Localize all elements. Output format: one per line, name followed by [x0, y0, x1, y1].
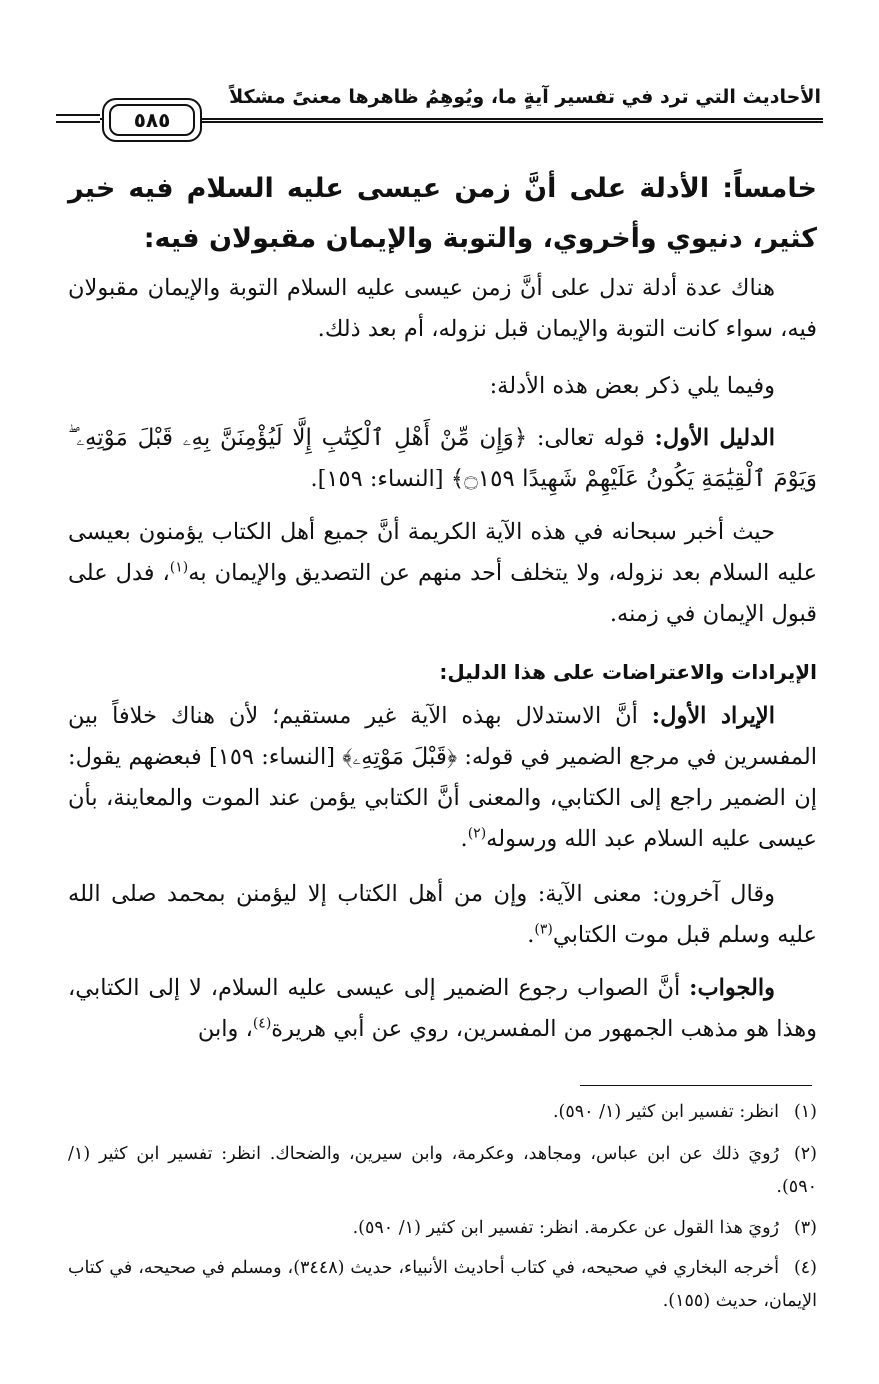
- footnote-number: (١): [793, 1102, 817, 1122]
- objection-one: [68, 696, 817, 860]
- footnote-ref-2[interactable]: (٢): [467, 825, 487, 842]
- footnote-ref-4[interactable]: (٤): [252, 1015, 272, 1032]
- other-view-end: .: [527, 922, 535, 948]
- objection-text-cont: [النساء: ١٥٩] فبعضهم يقول: إن الضمير راجع إلى الكتابي، والمعنى أنَّ الكتابي يؤمن عند الموت والمعاينة، بأن عيسى عليه السلام عبد الله ورسوله: [68, 744, 817, 852]
- header-rule-left-bottom: [56, 121, 100, 123]
- answer-text: أنَّ الصواب رجوع الضمير إلى عيسى عليه السلام، لا إلى الكتابي، وهذا هو مذهب الجمهور من المفسرين، روي عن أبي هريرة: [68, 975, 817, 1042]
- footnote-4: [68, 1252, 817, 1318]
- header-rule-right-bottom: [200, 121, 823, 123]
- explanation-text-end: ، فدل على قبول الإيمان في زمنه.: [68, 560, 817, 627]
- answer-label: والجواب:: [689, 975, 776, 1001]
- paragraph-explanation: [68, 512, 817, 635]
- footnote-text: رُويَ هذا القول عن عكرمة. انظر: تفسير ابن كثير (١/ ٥٩٠).: [352, 1218, 779, 1238]
- answer-paragraph: [68, 968, 817, 1050]
- footnote-number: (٢): [793, 1144, 817, 1164]
- header-rule-left-top: [56, 114, 100, 116]
- verse-reference: [النساء: ١٥٩].: [310, 466, 444, 492]
- objection-text: أنَّ الاستدلال بهذه الآية غير مستقيم؛ لأن هناك خلافاً بين المفسرين في مرجع الضمير في قوله:: [68, 703, 818, 770]
- objection-label: الإيراد الأول:: [651, 703, 776, 729]
- paragraph-list-intro: وفيما يلي ذكر بعض هذه الأدلة:: [489, 373, 775, 399]
- footnote-number: (٤): [793, 1258, 817, 1278]
- footnote-1: [68, 1096, 817, 1129]
- evidence-intro: قوله تعالى:: [536, 425, 645, 451]
- paragraph-other-view: [68, 874, 817, 956]
- objections-subheading: الإيرادات والاعتراضات على هذا الدليل:: [439, 660, 817, 684]
- evidence-label: الدليل الأول:: [654, 425, 776, 451]
- paragraph-intro: هناك عدة أدلة تدل على أنَّ زمن عيسى عليه السلام التوبة والإيمان مقبولان فيه، سواء كانت التوبة والإيمان قبل نزوله، أم بعد ذلك.: [68, 275, 817, 342]
- header-rule: [100, 118, 823, 120]
- footnote-ref-1[interactable]: (١): [169, 559, 189, 576]
- running-title: الأحاديث التي ترد في تفسير آيةٍ ما، ويُوهِمُ ظاهرها معنىً مشكلاً: [229, 86, 821, 108]
- footnote-text: انظر: تفسير ابن كثير (١/ ٥٩٠).: [552, 1102, 779, 1122]
- quran-excerpt: ﴿قَبْلَ مَوْتِهِۦ﴾: [342, 744, 458, 770]
- footnote-number: (٣): [793, 1218, 817, 1238]
- footnote-text: رُويَ ذلك عن ابن عباس، ومجاهد، وعكرمة، وابن سيرين، والضحاك. انظر: تفسير ابن كثير (١/ ٥٩٠).: [68, 1144, 817, 1197]
- objection-text-end: .: [460, 826, 468, 852]
- page-number: ٥٨٥: [109, 104, 195, 136]
- footnote-separator: [580, 1085, 812, 1086]
- other-view-text: وقال آخرون: معنى الآية: وإن من أهل الكتاب إلا ليؤمنن بمحمد صلى الله عليه وسلم قبل موت الكتابي: [68, 881, 817, 948]
- page-number-frame: [102, 98, 202, 142]
- quran-verse: ﴿وَإِن مِّنْ أَهْلِ ٱلْكِتَٰبِ إِلَّا لَيُؤْمِنَنَّ بِهِۦ قَبْلَ مَوْتِهِۦ ۖ وَيَوْمَ ٱلْقِيَٰمَةِ يَكُونُ عَلَيْهِمْ شَهِيدًا ۝١٥٩﴾: [68, 425, 817, 492]
- footnote-ref-3[interactable]: (٣): [534, 921, 553, 938]
- footnote-text: أخرجه البخاري في صحيحه، في كتاب أحاديث الأنبياء، حديث (٣٤٤٨)، ومسلم في صحيحه، في كتاب الإيمان، حديث (١٥٥).: [68, 1258, 817, 1311]
- evidence-one: [68, 418, 817, 500]
- footnote-3: [68, 1212, 817, 1245]
- footnote-2: [68, 1138, 817, 1204]
- section-heading: خامساً: الأدلة على أنَّ زمن عيسى عليه السلام فيه خير كثير، دنيوي وأخروي، والتوبة والإيمان مقبولان فيه:: [68, 173, 817, 254]
- answer-text-end: ، وابن: [197, 1016, 253, 1042]
- explanation-text: حيث أخبر سبحانه في هذه الآية الكريمة أنَّ جميع أهل الكتاب يؤمنون بعيسى عليه السلام بعد نزوله، ولا يتخلف أحد منهم عن التصديق والإيمان به: [68, 519, 817, 586]
